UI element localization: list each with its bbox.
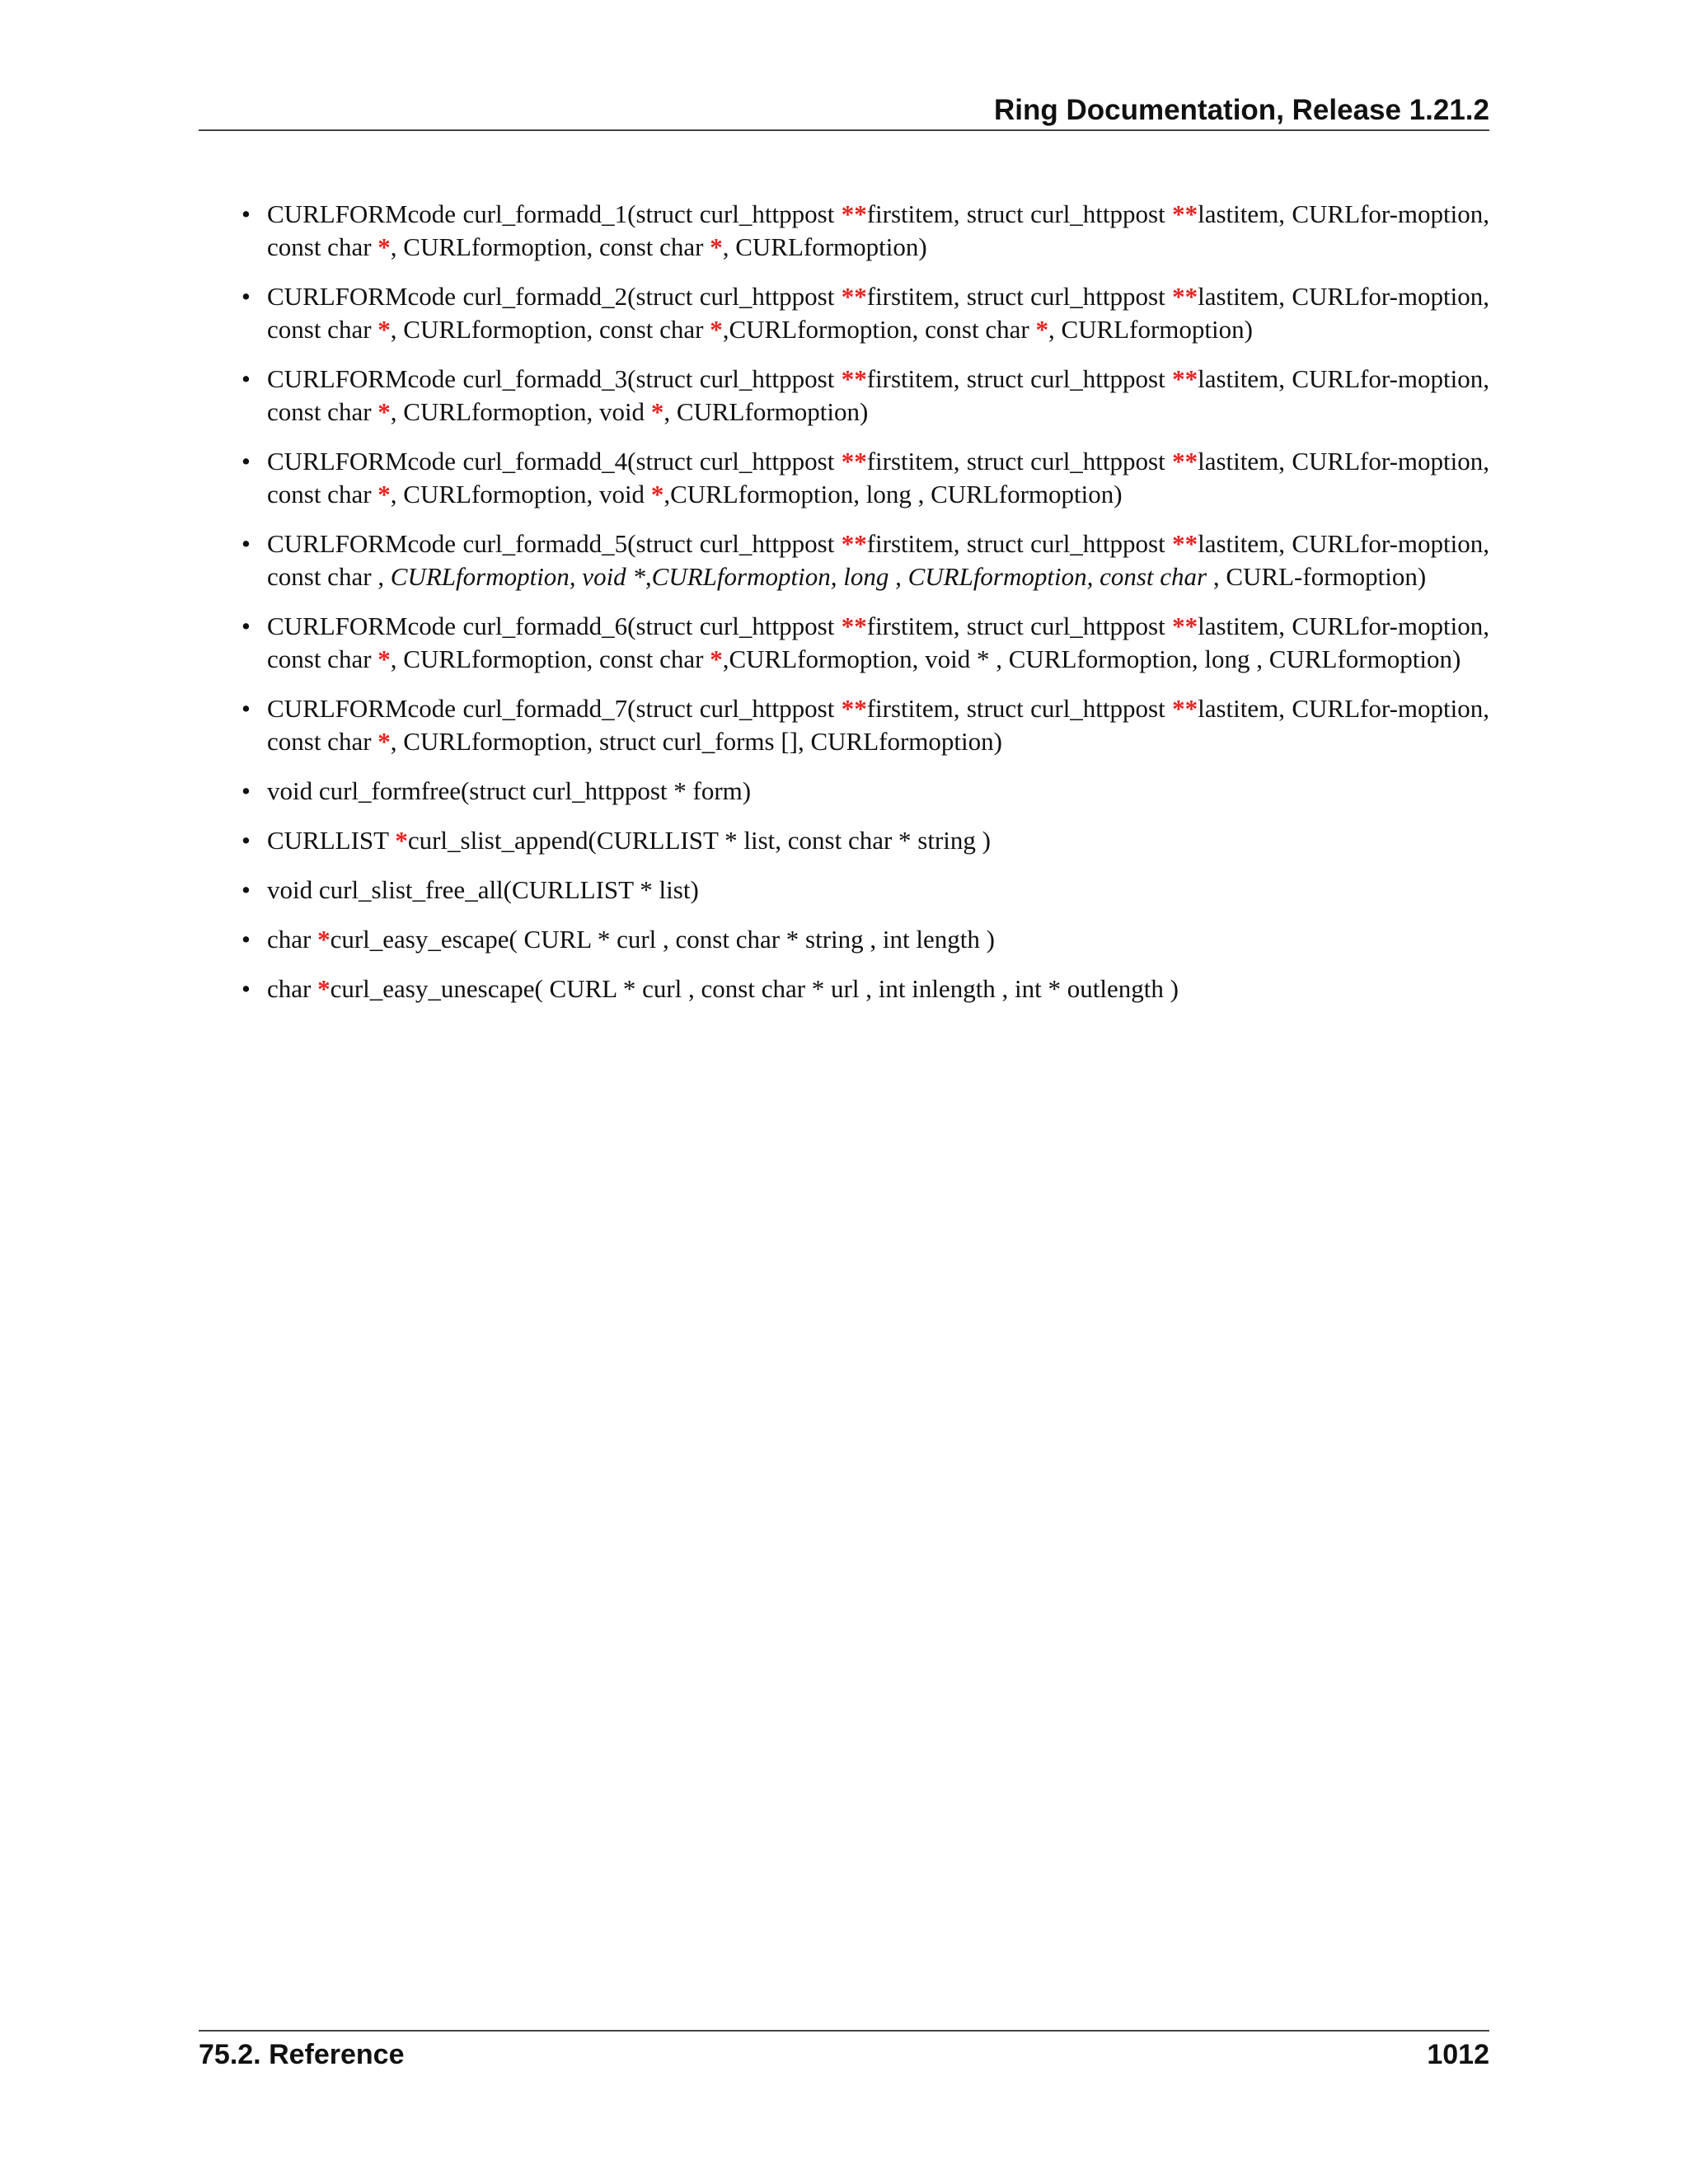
pointer-marker: * <box>650 397 664 426</box>
signature-text: lastitem, CURLfor-moption, const char <box>267 529 1489 591</box>
signature-text: CURLFORMcode curl_formadd_3(struct curl_httppost <box>267 364 842 393</box>
pointer-marker: * <box>710 644 723 673</box>
bullet-icon: • <box>241 925 251 954</box>
signature-text: lastitem, CURLfor-moption, const char <box>267 612 1489 673</box>
signature-text: CURLFORMcode curl_formadd_2(struct curl_httppost <box>267 282 842 311</box>
bullet-icon: • <box>241 447 251 476</box>
signature-text: CURLFORMcode curl_formadd_6(struct curl_httppost <box>267 612 842 640</box>
signature-text: lastitem, CURLfor-moption, const char <box>267 364 1489 426</box>
signature-text: firstitem, struct curl_httppost <box>866 364 1173 393</box>
pointer-marker: ** <box>1172 612 1198 640</box>
list-item <box>199 692 1489 758</box>
signature-text: firstitem, struct curl_httppost <box>866 447 1173 476</box>
header-rule <box>199 129 1489 131</box>
footer-section: 75.2. Reference <box>199 2039 405 2070</box>
bullet-icon: • <box>241 612 251 640</box>
list-item <box>199 923 1489 956</box>
list-item <box>199 775 1489 808</box>
signature-text: void curl_formfree(struct curl_httppost * form) <box>267 776 752 805</box>
signature-text: lastitem, CURLfor-moption, const char <box>267 694 1489 756</box>
signature-text: , CURLformoption, const char <box>390 644 710 673</box>
signature-text: , CURLformoption, const char <box>390 315 710 344</box>
signature-text: , CURLformoption, struct curl_forms [], CURLformoption) <box>390 727 1002 756</box>
pointer-marker: * <box>317 925 331 954</box>
pointer-marker: * <box>377 727 391 756</box>
pointer-marker: ** <box>841 282 867 311</box>
list-item <box>199 874 1489 907</box>
signature-text: ,CURLformoption, void * , CURLformoption, long , CURLformoption) <box>722 644 1461 673</box>
list-item <box>199 198 1489 264</box>
list-item <box>199 363 1489 429</box>
list-item <box>199 610 1489 676</box>
signature-text: CURLLIST <box>267 826 396 855</box>
signature-text: CURLFORMcode curl_formadd_4(struct curl_httppost <box>267 447 842 476</box>
pointer-marker: ** <box>1172 282 1198 311</box>
bullet-icon: • <box>241 364 251 393</box>
italic-text: , CURLformoption, void *,CURLformoption, long , CURLformoption, const char <box>377 562 1207 591</box>
pointer-marker: * <box>710 315 723 344</box>
pointer-marker: ** <box>1172 529 1198 558</box>
signature-text: CURLFORMcode curl_formadd_1(struct curl_httppost <box>267 199 842 228</box>
signature-text: firstitem, struct curl_httppost <box>866 694 1173 723</box>
signature-text: firstitem, struct curl_httppost <box>866 612 1173 640</box>
pointer-marker: ** <box>841 529 867 558</box>
bullet-icon: • <box>241 875 251 904</box>
page-number: 1012 <box>1427 2039 1489 2070</box>
signature-text: firstitem, struct curl_httppost <box>866 282 1173 311</box>
signature-text: void curl_slist_free_all(CURLLIST * list) <box>267 875 699 904</box>
signature-text: firstitem, struct curl_httppost <box>866 529 1173 558</box>
signature-text: , CURLformoption) <box>663 397 869 426</box>
signature-text: CURLFORMcode curl_formadd_5(struct curl_httppost <box>267 529 842 558</box>
signature-text: lastitem, CURLfor-moption, const char <box>267 447 1489 509</box>
pointer-marker: * <box>317 974 331 1003</box>
list-item <box>199 972 1489 1005</box>
pointer-marker: * <box>1035 315 1048 344</box>
pointer-marker: ** <box>1172 447 1198 476</box>
bullet-icon: • <box>241 974 251 1003</box>
signature-text: , CURLformoption, const char <box>390 232 710 261</box>
page-header-title: Ring Documentation, Release 1.21.2 <box>993 94 1489 126</box>
signature-text: curl_easy_escape( CURL * curl , const char * string , int length ) <box>330 925 995 954</box>
signature-text: , CURLformoption, void <box>390 480 651 509</box>
bullet-icon: • <box>241 826 251 855</box>
pointer-marker: ** <box>841 364 867 393</box>
pointer-marker: ** <box>1172 694 1198 723</box>
pointer-marker: * <box>377 480 391 509</box>
bullet-icon: • <box>241 694 251 723</box>
pointer-marker: * <box>710 232 723 261</box>
signature-text: , CURLformoption) <box>1048 315 1253 344</box>
signature-text: curl_slist_append(CURLLIST * list, const char * string ) <box>407 826 991 855</box>
bullet-icon: • <box>241 776 251 805</box>
list-item <box>199 527 1489 593</box>
pointer-marker: * <box>377 232 391 261</box>
list-item <box>199 824 1489 857</box>
pointer-marker: * <box>377 397 391 426</box>
pointer-marker: ** <box>841 199 867 228</box>
list-item <box>199 280 1489 346</box>
signature-text: char <box>267 974 318 1003</box>
signature-text: , CURL-formoption) <box>1207 562 1427 591</box>
pointer-marker: ** <box>841 612 867 640</box>
pointer-marker: ** <box>1172 364 1198 393</box>
signature-text: ,CURLformoption, long , CURLformoption) <box>663 480 1123 509</box>
pointer-marker: * <box>650 480 664 509</box>
function-list <box>199 198 1489 1005</box>
signature-text: char <box>267 925 318 954</box>
signature-text: , CURLformoption, void <box>390 397 651 426</box>
bullet-icon: • <box>241 199 251 228</box>
signature-text: curl_easy_unescape( CURL * curl , const char * url , int inlength , int * outlength ) <box>330 974 1179 1003</box>
bullet-icon: • <box>241 529 251 558</box>
signature-text: CURLFORMcode curl_formadd_7(struct curl_httppost <box>267 694 842 723</box>
pointer-marker: ** <box>1172 199 1198 228</box>
signature-text: ,CURLformoption, const char <box>722 315 1036 344</box>
page-content <box>199 198 1489 1022</box>
pointer-marker: ** <box>841 447 867 476</box>
footer-rule <box>199 2030 1489 2032</box>
pointer-marker: * <box>395 826 408 855</box>
pointer-marker: * <box>377 644 391 673</box>
bullet-icon: • <box>241 282 251 311</box>
signature-text: lastitem, CURLfor-moption, const char <box>267 199 1489 261</box>
pointer-marker: ** <box>841 694 867 723</box>
signature-text: lastitem, CURLfor-moption, const char <box>267 282 1489 344</box>
signature-text: , CURLformoption) <box>722 232 927 261</box>
signature-text: firstitem, struct curl_httppost <box>866 199 1173 228</box>
list-item <box>199 445 1489 511</box>
pointer-marker: * <box>377 315 391 344</box>
